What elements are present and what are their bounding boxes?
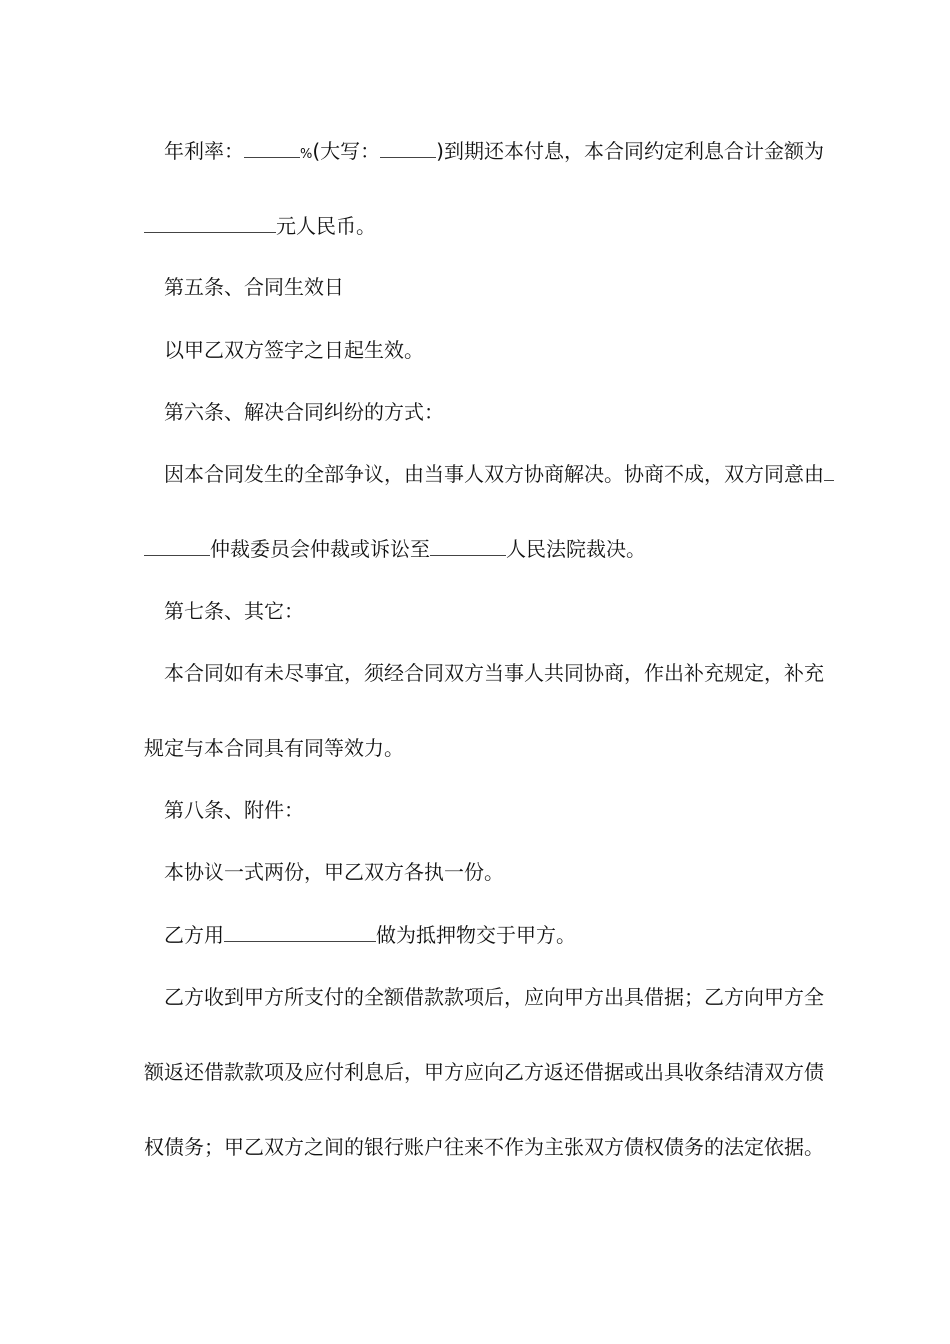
rate-blank	[244, 139, 300, 158]
article-7-body-line-2: 规定与本合同具有同等效力。	[144, 736, 404, 760]
interest-rate-line	[164, 137, 824, 169]
arbitration-text: 仲裁委员会仲裁或诉讼至	[210, 537, 430, 561]
article-6-heading: 第六条、解决合同纠纷的方式：	[164, 400, 444, 424]
amount-blank	[144, 214, 276, 233]
court-text: 人民法院裁决。	[506, 537, 646, 561]
court-blank	[430, 537, 506, 556]
arbitration-blank	[144, 537, 210, 556]
article-7-heading: 第七条、其它：	[164, 599, 304, 623]
interest-rate-label: 年利率：	[164, 139, 244, 163]
article-5-body: 以甲乙双方签字之日起生效。	[164, 338, 424, 362]
uppercase-label: (大写：	[312, 139, 381, 163]
interest-rate-text: )到期还本付息，本合同约定利息合计金额为	[436, 139, 824, 163]
collateral-blank	[224, 923, 376, 942]
dispute-text: 因本合同发生的全部争议，由当事人双方协商解决。协商不成，双方同意由	[164, 462, 824, 486]
receipt-clause-line-2: 额返还借款款项及应付利息后，甲方应向乙方返还借据或出具收条结清双方债	[144, 1060, 824, 1084]
receipt-clause-line-3: 权债务；甲乙双方之间的银行账户往来不作为主张双方债权债务的法定依据。	[144, 1135, 824, 1159]
article-6-body-line-1	[164, 460, 834, 488]
article-8-heading: 第八条、附件：	[164, 798, 304, 822]
article-8-collateral	[164, 921, 576, 949]
receipt-clause-line-1: 乙方收到甲方所支付的全额借款款项后，应向甲方出具借据；乙方向甲方全	[164, 985, 824, 1009]
article-8-copies: 本协议一式两份，甲乙双方各执一份。	[164, 860, 504, 884]
arbitration-blank-start	[824, 462, 834, 481]
currency-text: 元人民币。	[276, 214, 376, 238]
interest-amount-line	[144, 212, 376, 240]
collateral-label: 乙方用	[164, 923, 224, 947]
article-5-heading: 第五条、合同生效日	[164, 275, 344, 299]
rate-uppercase-blank	[380, 139, 436, 158]
collateral-text: 做为抵押物交于甲方。	[376, 923, 576, 947]
article-7-body-line-1: 本合同如有未尽事宜，须经合同双方当事人共同协商，作出补充规定，补充	[164, 661, 824, 685]
article-6-body-line-2	[144, 535, 646, 563]
percent-sign: %	[300, 147, 313, 162]
